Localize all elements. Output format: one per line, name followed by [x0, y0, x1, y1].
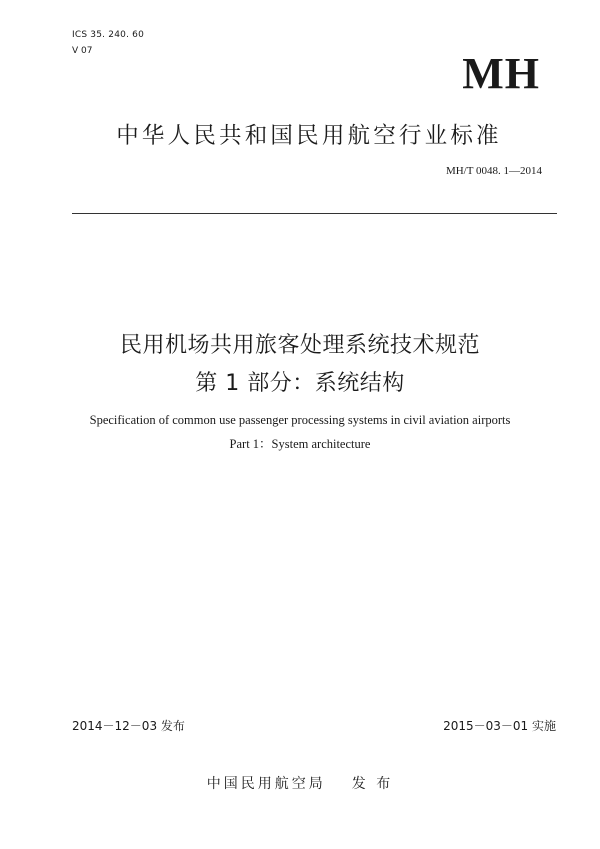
ics-code: ICS 35. 240. 60 [72, 30, 145, 40]
issue-date: 2014－12－03 发布 [72, 719, 185, 733]
mh-logo: MH [462, 49, 540, 98]
industry-standard-title: 中华人民共和国民用航空行业标准 [116, 123, 502, 149]
publish-word: 发 布 [351, 776, 394, 792]
title-en-line2: Part 1：System architecture [229, 437, 371, 451]
publisher-name: 中国民用航空局 [206, 776, 326, 792]
title-cn-line1: 民用机场共用旅客处理系统技术规范 [119, 333, 480, 358]
standard-number: MH/T 0048. 1—2014 [445, 165, 542, 177]
ccs-code: V 07 [72, 46, 93, 56]
title-cn-line2: 第 1 部分：系统结构 [195, 371, 405, 396]
implementation-date: 2015－03－01 实施 [443, 719, 556, 733]
title-en-line1: Specification of common use passenger processing systems in civil aviation airports [89, 413, 511, 427]
header-divider [72, 213, 557, 214]
publisher-line [0, 773, 600, 793]
